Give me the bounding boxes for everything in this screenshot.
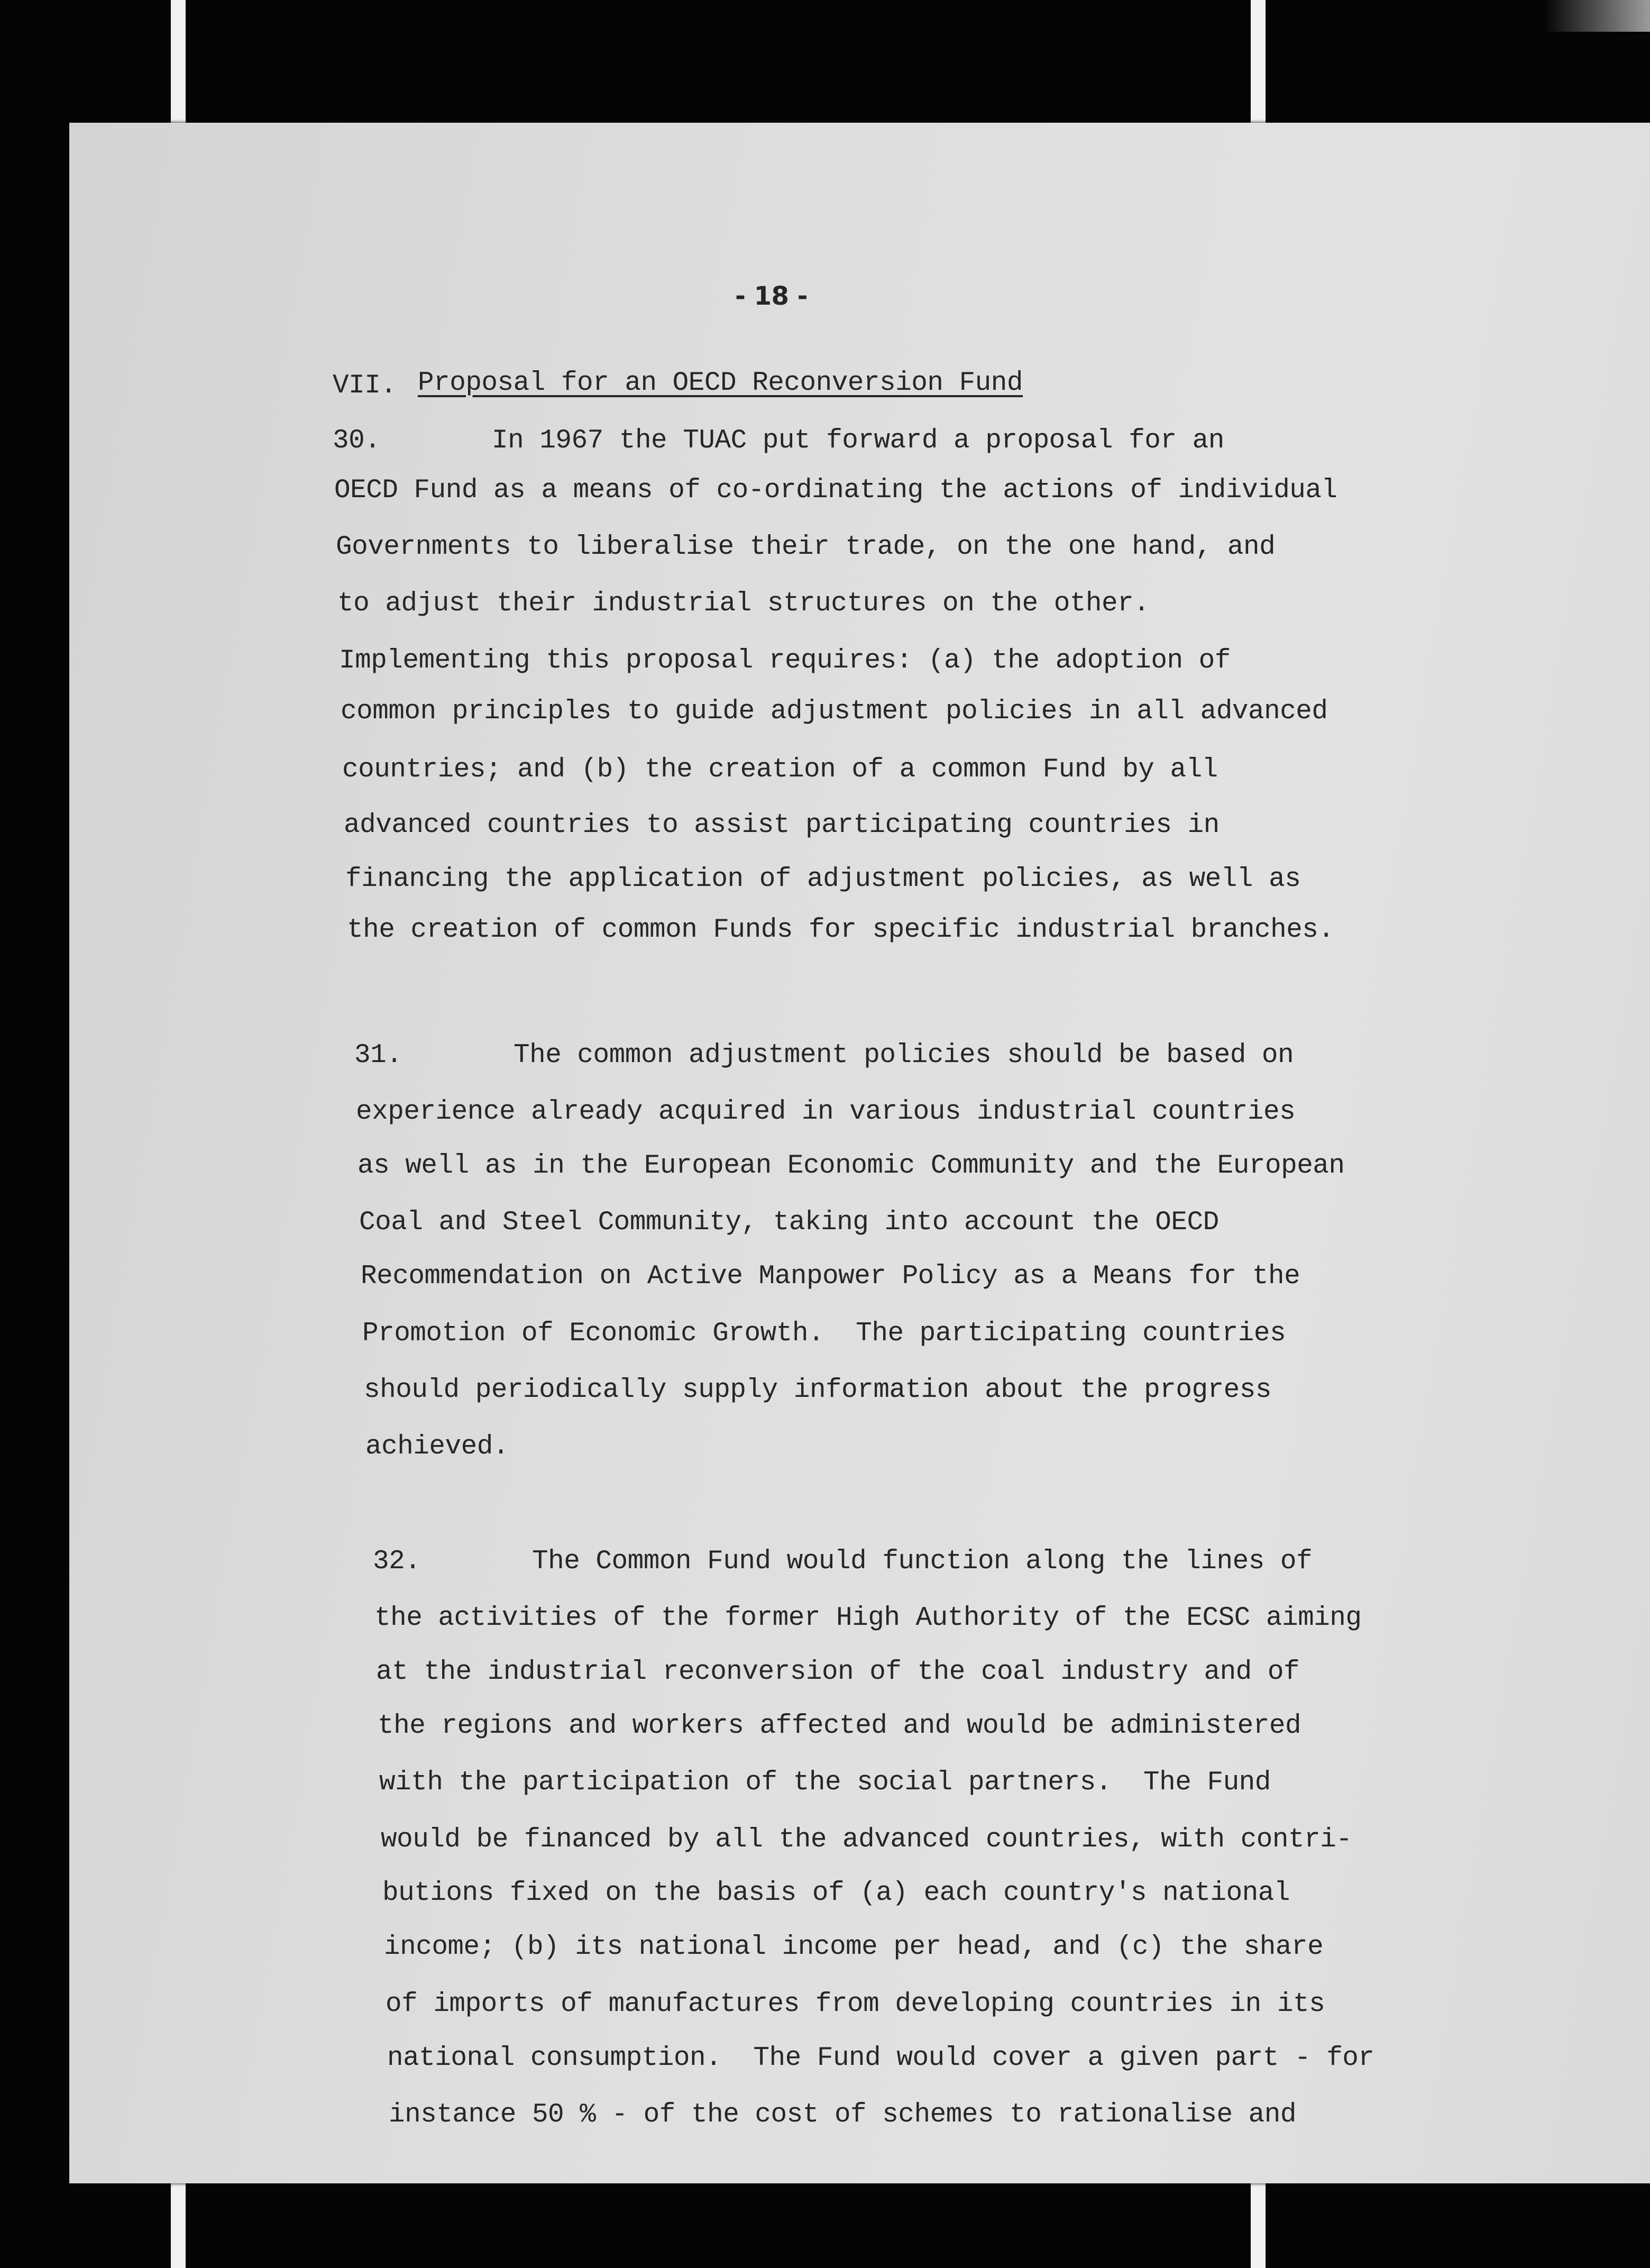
paragraph-line: OECD Fund as a means of co-ordinating the actions of individual (334, 475, 1337, 506)
paragraph-line: financing the application of adjustment policies, as well as (345, 864, 1301, 894)
film-edge-left-bottom (171, 2183, 186, 2268)
paragraph-line: experience already acquired in various industrial countries (356, 1097, 1296, 1127)
paragraph-line: The common adjustment policies should be based on (514, 1040, 1294, 1071)
paragraph-line: should periodically supply information about the progress (364, 1375, 1271, 1405)
paragraph-line: achieved. (365, 1432, 509, 1462)
section-number: VII. (333, 371, 397, 401)
paragraph-number: 32. (373, 1547, 421, 1577)
paragraph-line: at the industrial reconversion of the coal industry and of (376, 1657, 1300, 1687)
paragraph-line: would be financed by all the advanced countries, with contri- (381, 1825, 1352, 1855)
page-number: - 18 - (735, 281, 808, 311)
paragraph-line: The Common Fund would function along the lines of (532, 1547, 1313, 1577)
paragraph-number: 31. (354, 1040, 402, 1071)
paragraph-line: the regions and workers affected and would be administered (378, 1711, 1301, 1741)
scan-artifact (1544, 0, 1650, 32)
section-title: Proposal for an OECD Reconversion Fund (418, 368, 1023, 398)
paragraph-line: Recommendation on Active Manpower Policy as a Means for the (361, 1261, 1300, 1292)
paragraph-line: to adjust their industrial structures on the other. (337, 589, 1150, 619)
film-edge-right-top (1251, 0, 1266, 123)
film-edge-right-bottom (1251, 2183, 1266, 2268)
paragraph-line: countries; and (b) the creation of a common Fund by all (342, 755, 1218, 785)
paragraph-line: income; (b) its national income per head, and (c) the share (384, 1932, 1324, 1962)
paragraph-line: Implementing this proposal requires: (a) the adoption of (339, 646, 1231, 676)
paragraph-line: as well as in the European Economic Community and the European (358, 1151, 1345, 1181)
paragraph-line: with the participation of the social partners. The Fund (379, 1768, 1271, 1798)
paragraph-line: In 1967 the TUAC put forward a proposal for an (492, 426, 1224, 456)
paragraph-line: Governments to liberalise their trade, on the one hand, and (336, 532, 1276, 562)
paragraph-line: butions fixed on the basis of (a) each country's national (382, 1878, 1290, 1908)
paragraph-line: common principles to guide adjustment policies in all advanced (341, 697, 1328, 727)
film-edge-left-top (171, 0, 186, 123)
paragraph-line: the activities of the former High Authority of the ECSC aiming (374, 1603, 1362, 1633)
paragraph-line: national consumption. The Fund would cover a given part - for (387, 2043, 1374, 2073)
paragraph-line: the creation of common Funds for specific industrial branches. (347, 915, 1334, 945)
paragraph-number: 30. (333, 426, 381, 456)
paragraph-line: instance 50 % - of the cost of schemes to rationalise and (389, 2100, 1296, 2130)
paragraph-line: Coal and Steel Community, taking into account the OECD (359, 1208, 1219, 1238)
paragraph-line: Promotion of Economic Growth. The participating countries (362, 1319, 1286, 1349)
paragraph-line: of imports of manufactures from developing countries in its (386, 1989, 1325, 2019)
paragraph-line: advanced countries to assist participating countries in (344, 810, 1220, 840)
